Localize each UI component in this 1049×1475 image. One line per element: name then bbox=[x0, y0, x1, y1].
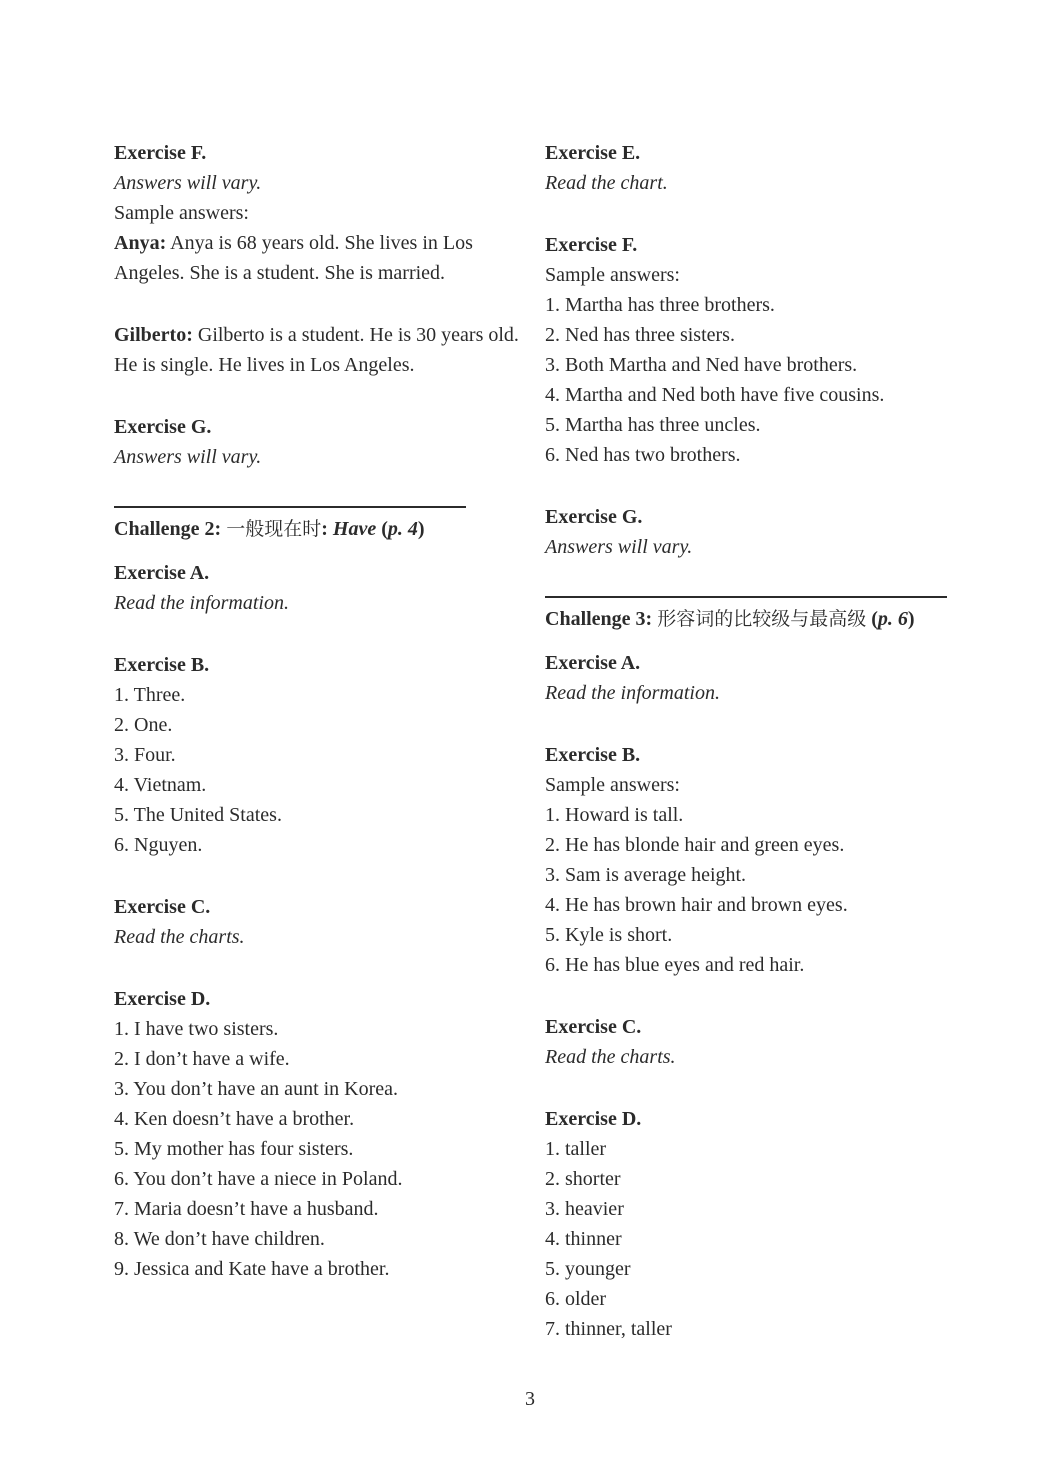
list-item: 1. taller bbox=[545, 1138, 607, 1160]
exercise-note: Read the chart. bbox=[545, 172, 668, 194]
exercise-note: Answers will vary. bbox=[114, 172, 262, 194]
sample-label: Sample answers: bbox=[114, 202, 249, 224]
list-item: 6. older bbox=[545, 1288, 607, 1310]
left-column bbox=[114, 138, 524, 1284]
list-item: 9. Jessica and Kate have a brother. bbox=[114, 1258, 390, 1280]
list-item: 3. heavier bbox=[545, 1198, 624, 1220]
list-item: 1. Martha has three brothers. bbox=[545, 294, 775, 316]
exercise-heading: Exercise A. bbox=[545, 652, 641, 674]
list-item: 3. Sam is average height. bbox=[545, 864, 747, 886]
exercise-heading: Exercise F. bbox=[545, 234, 638, 256]
list-item: 5. Kyle is short. bbox=[545, 924, 673, 946]
exercise-note: Answers will vary. bbox=[545, 536, 693, 558]
page-number: 3 bbox=[525, 1388, 535, 1410]
list-item: 7. thinner, taller bbox=[545, 1318, 672, 1340]
list-item: 4. He has brown hair and brown eyes. bbox=[545, 894, 848, 916]
list-item: 7. Maria doesn’t have a husband. bbox=[114, 1198, 379, 1220]
sample-label: Sample answers: bbox=[545, 774, 680, 796]
list-item: 2. One. bbox=[114, 714, 173, 736]
answer-text: Anya is 68 years old. She lives in Los Angeles. She is a student. She is married. bbox=[114, 232, 473, 284]
exercise-note: Read the charts. bbox=[545, 1046, 676, 1068]
list-item: 2. shorter bbox=[545, 1168, 621, 1190]
sample-label: Sample answers: bbox=[545, 264, 680, 286]
exercise-heading: Exercise B. bbox=[545, 744, 641, 766]
list-item: 6. You don’t have a niece in Poland. bbox=[114, 1168, 403, 1190]
list-item: 1. I have two sisters. bbox=[114, 1018, 279, 1040]
list-item: 2. I don’t have a wife. bbox=[114, 1048, 290, 1070]
answer-paragraph-anya bbox=[114, 228, 524, 288]
challenge-heading: Challenge 3: 形容词的比较级与最高级 (p. 6) bbox=[545, 608, 915, 630]
list-item: 5. The United States. bbox=[114, 804, 282, 826]
list-item: 3. Four. bbox=[114, 744, 176, 766]
list-item: 6. Ned has two brothers. bbox=[545, 444, 741, 466]
exercise-heading: Exercise A. bbox=[114, 562, 210, 584]
exercise-heading: Exercise C. bbox=[114, 896, 211, 918]
exercise-heading: Exercise E. bbox=[545, 142, 641, 164]
section-divider bbox=[114, 506, 466, 508]
section-divider bbox=[545, 596, 947, 598]
list-item: 4. Ken doesn’t have a brother. bbox=[114, 1108, 355, 1130]
list-item: 8. We don’t have children. bbox=[114, 1228, 325, 1250]
exercise-note: Read the information. bbox=[545, 682, 720, 704]
list-item: 5. Martha has three uncles. bbox=[545, 414, 761, 436]
list-item: 4. thinner bbox=[545, 1228, 622, 1250]
list-item: 6. He has blue eyes and red hair. bbox=[545, 954, 805, 976]
list-item: 4. Martha and Ned both have five cousins. bbox=[545, 384, 885, 406]
answer-text: Gilberto is a student. He is 30 years old. He is single. He lives in Los Angeles. bbox=[114, 324, 519, 376]
list-item: 2. Ned has three sisters. bbox=[545, 324, 735, 346]
exercise-note: Answers will vary. bbox=[114, 446, 262, 468]
exercise-heading: Exercise G. bbox=[114, 416, 212, 438]
list-item: 3. Both Martha and Ned have brothers. bbox=[545, 354, 858, 376]
list-item: 5. My mother has four sisters. bbox=[114, 1138, 354, 1160]
list-item: 1. Three. bbox=[114, 684, 186, 706]
list-item: 2. He has blonde hair and green eyes. bbox=[545, 834, 845, 856]
list-item: 5. younger bbox=[545, 1258, 631, 1280]
person-name: Gilberto: bbox=[114, 324, 193, 346]
exercise-note: Read the charts. bbox=[114, 926, 245, 948]
exercise-heading: Exercise D. bbox=[545, 1108, 642, 1130]
person-name: Anya: bbox=[114, 232, 167, 254]
list-item: 6. Nguyen. bbox=[114, 834, 203, 856]
list-item: 3. You don’t have an aunt in Korea. bbox=[114, 1078, 399, 1100]
answer-paragraph-gilberto bbox=[114, 320, 524, 380]
exercise-heading: Exercise D. bbox=[114, 988, 211, 1010]
list-item: 4. Vietnam. bbox=[114, 774, 207, 796]
exercise-heading: Exercise G. bbox=[545, 506, 643, 528]
right-column bbox=[545, 138, 955, 1344]
list-item: 1. Howard is tall. bbox=[545, 804, 684, 826]
exercise-heading: Exercise C. bbox=[545, 1016, 642, 1038]
challenge-heading: Challenge 2: 一般现在时: Have (p. 4) bbox=[114, 518, 425, 540]
exercise-heading: Exercise B. bbox=[114, 654, 210, 676]
exercise-note: Read the information. bbox=[114, 592, 289, 614]
exercise-heading: Exercise F. bbox=[114, 142, 207, 164]
